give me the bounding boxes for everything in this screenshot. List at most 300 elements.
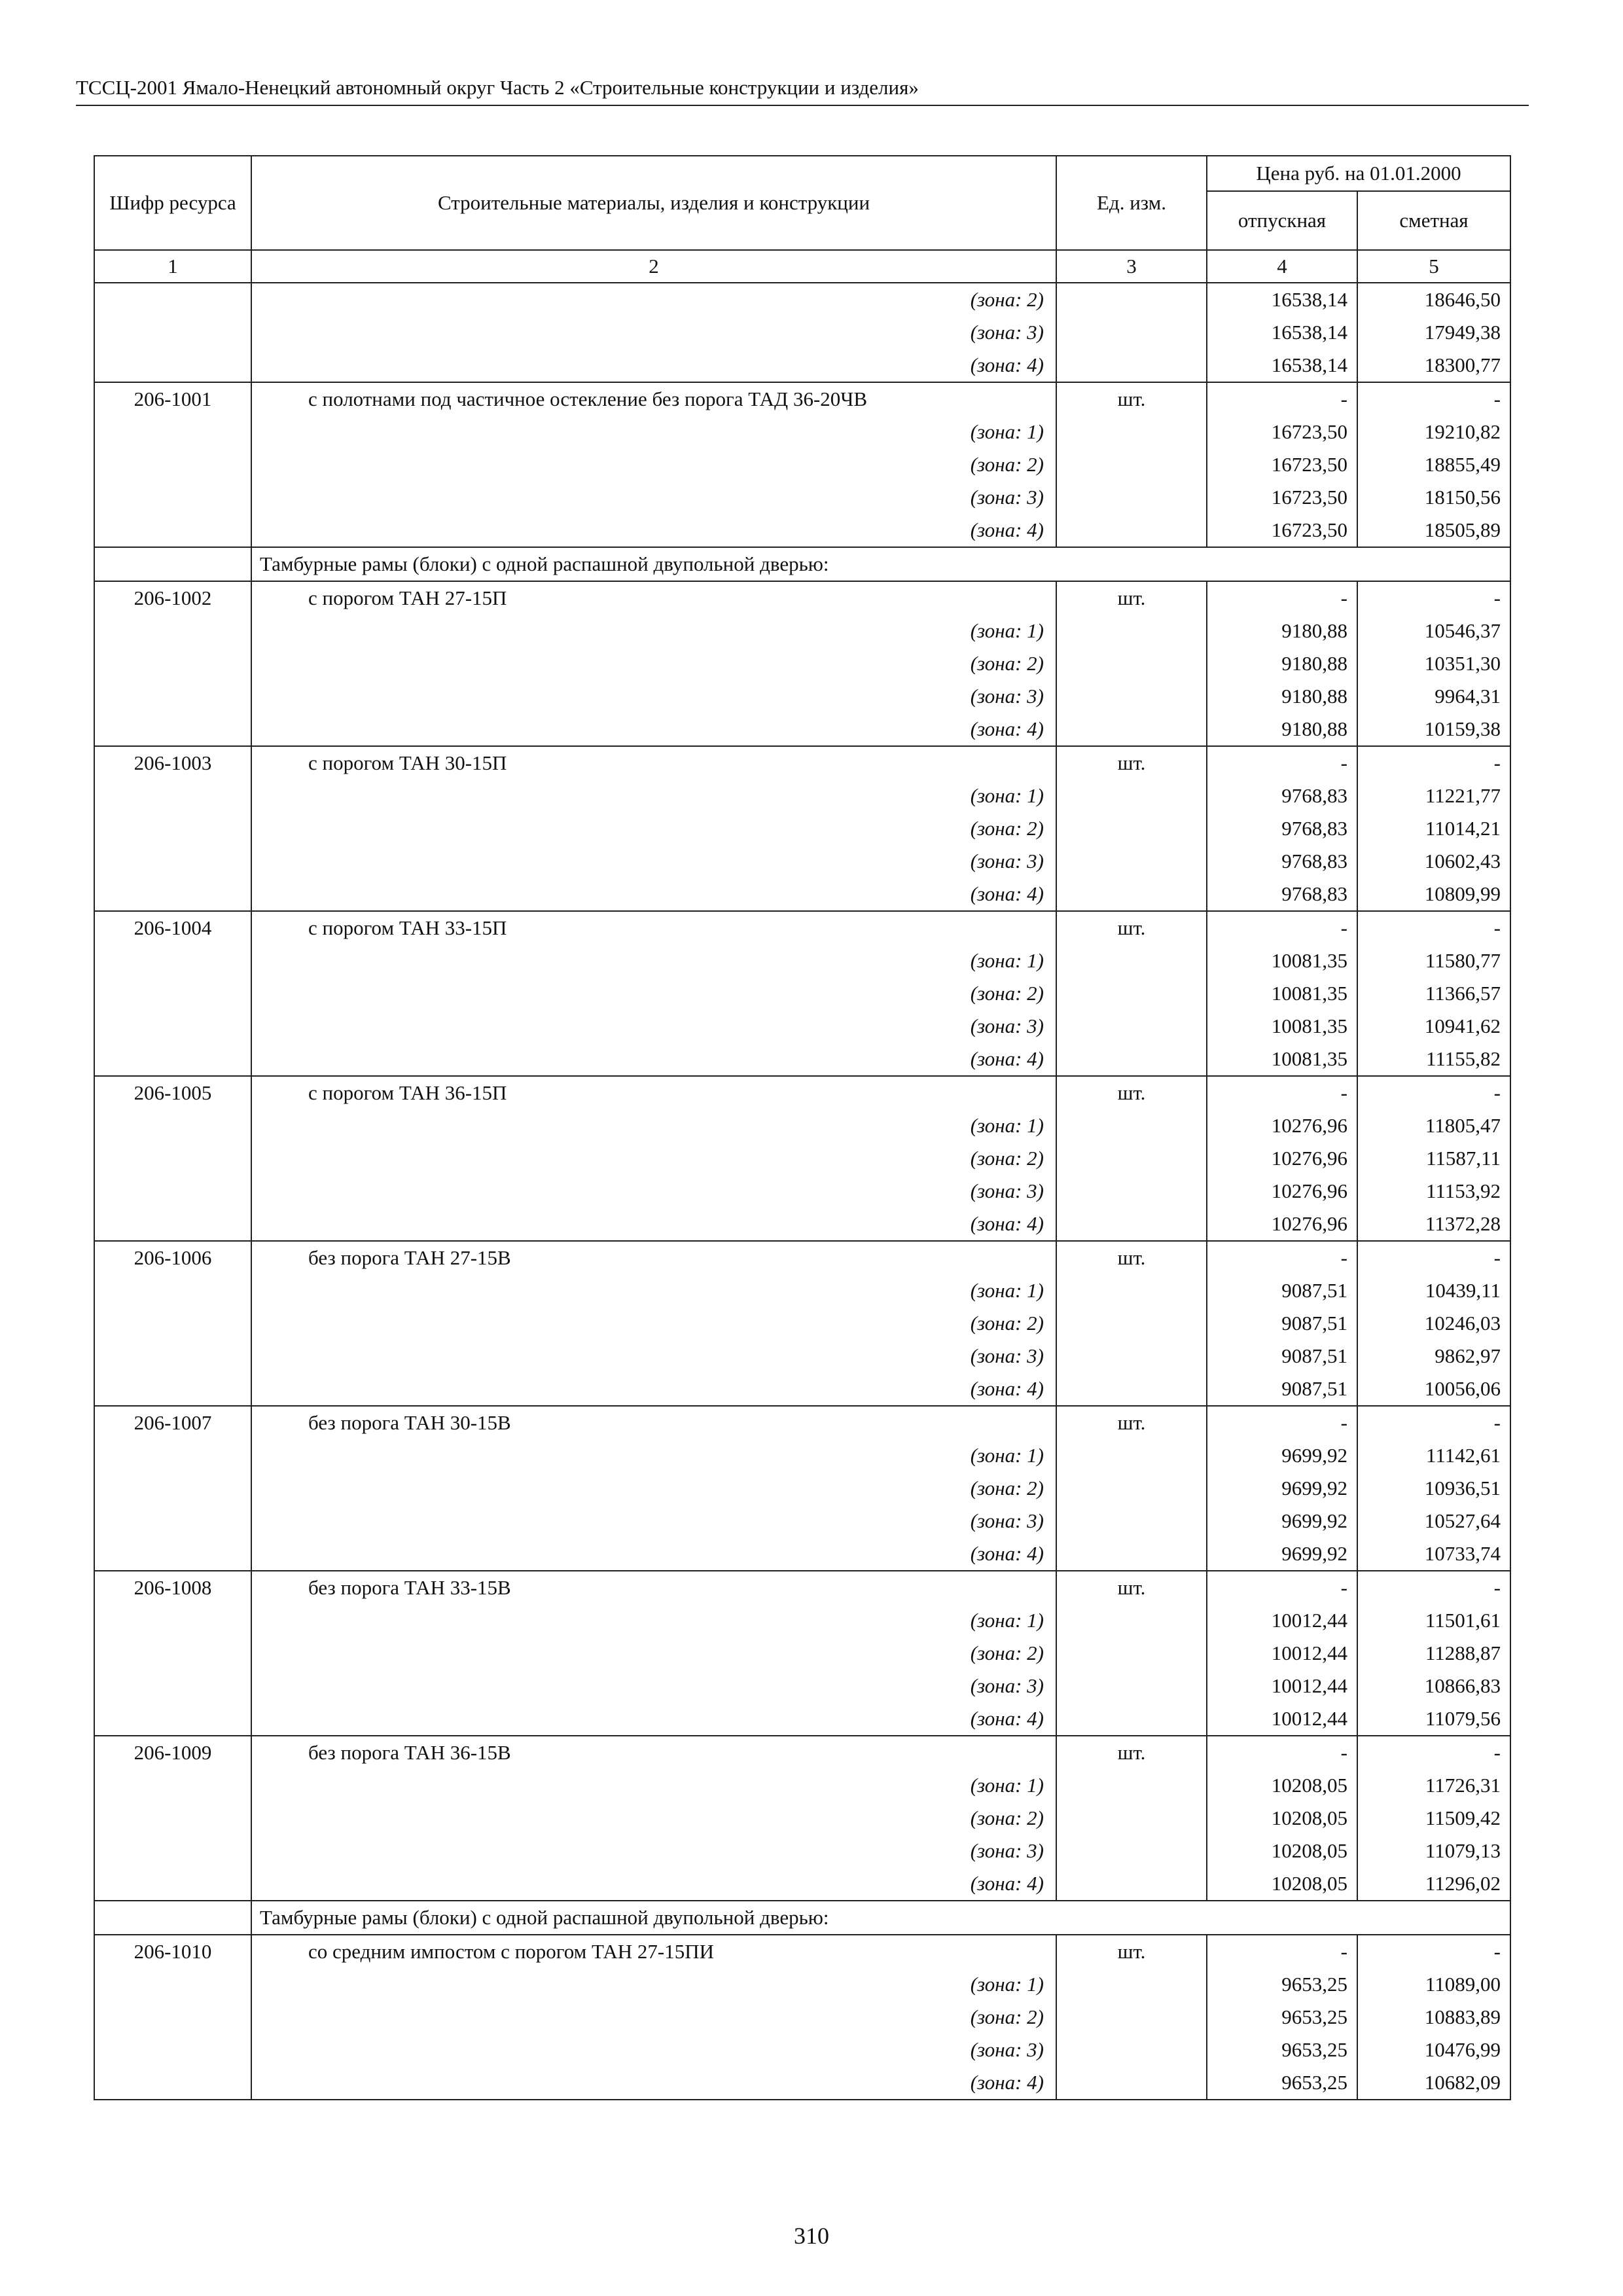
price-release: 10276,96 (1207, 1142, 1357, 1175)
header-price-release: отпускная (1207, 191, 1357, 250)
resource-code: 206-1005 (94, 1076, 251, 1109)
zone-row (94, 1307, 1510, 1340)
zone-label: (зона: 2) (251, 1472, 1056, 1505)
price-release: 10276,96 (1207, 1208, 1357, 1241)
resource-row (94, 1076, 1510, 1109)
resource-code (94, 283, 251, 316)
price-release: 10208,05 (1207, 1835, 1357, 1867)
unit (1056, 780, 1207, 812)
resource-code: 206-1002 (94, 581, 251, 615)
zone-label: (зона: 3) (251, 845, 1056, 878)
price-estimate: 11372,28 (1357, 1208, 1510, 1241)
zone-label: (зона: 4) (251, 2066, 1056, 2100)
unit (1056, 944, 1207, 977)
resource-row (94, 1241, 1510, 1274)
zone-row (94, 416, 1510, 448)
price-release: 9699,92 (1207, 1505, 1357, 1537)
resource-code: 206-1008 (94, 1571, 251, 1604)
resource-code (94, 1175, 251, 1208)
zone-label: (зона: 1) (251, 944, 1056, 977)
resource-code (94, 1274, 251, 1307)
price-estimate: 18505,89 (1357, 514, 1510, 547)
price-release: 9180,88 (1207, 615, 1357, 647)
price-estimate: 11142,61 (1357, 1439, 1510, 1472)
resource-code (94, 514, 251, 547)
resource-code (94, 1637, 251, 1670)
zone-row (94, 1010, 1510, 1043)
price-release: 10208,05 (1207, 1802, 1357, 1835)
resource-row (94, 1406, 1510, 1439)
unit (1056, 514, 1207, 547)
resource-name: с порогом ТАН 30-15П (251, 746, 1056, 780)
section-row (94, 547, 1510, 581)
resource-code (94, 1472, 251, 1505)
unit (1056, 878, 1207, 911)
price-release: 9180,88 (1207, 680, 1357, 713)
zone-row (94, 1604, 1510, 1637)
unit (1056, 416, 1207, 448)
unit: шт. (1056, 1736, 1207, 1769)
zone-label: (зона: 3) (251, 2034, 1056, 2066)
unit (1056, 1802, 1207, 1835)
resource-code (94, 647, 251, 680)
page-header: ТССЦ-2001 Ямало-Ненецкий автономный округ Часть 2 «Строительные конструкции и изделия» (76, 75, 1529, 106)
price-estimate: 10733,74 (1357, 1537, 1510, 1571)
price-release: - (1207, 382, 1357, 416)
price-estimate: - (1357, 1935, 1510, 1968)
resource-code (94, 1307, 251, 1340)
zone-label: (зона: 3) (251, 1175, 1056, 1208)
column-number: 5 (1357, 250, 1510, 283)
unit (1056, 1537, 1207, 1571)
price-release: 16723,50 (1207, 448, 1357, 481)
price-estimate: 18300,77 (1357, 349, 1510, 382)
zone-row (94, 1142, 1510, 1175)
resource-name: без порога ТАН 33-15В (251, 1571, 1056, 1604)
price-release: - (1207, 1571, 1357, 1604)
unit (1056, 1867, 1207, 1901)
resource-row (94, 746, 1510, 780)
zone-label: (зона: 1) (251, 615, 1056, 647)
resource-code: 206-1006 (94, 1241, 251, 1274)
zone-label: (зона: 2) (251, 1802, 1056, 1835)
price-release: 10012,44 (1207, 1604, 1357, 1637)
price-release: 9699,92 (1207, 1439, 1357, 1472)
zone-row (94, 2066, 1510, 2100)
zone-row (94, 780, 1510, 812)
zone-label: (зона: 2) (251, 977, 1056, 1010)
section-title: Тамбурные рамы (блоки) с одной распашной двупольной дверью: (251, 1901, 1510, 1935)
resource-code: 206-1009 (94, 1736, 251, 1769)
price-estimate: 10866,83 (1357, 1670, 1510, 1702)
zone-label: (зона: 2) (251, 2001, 1056, 2034)
zone-row (94, 944, 1510, 977)
price-release: 10081,35 (1207, 1010, 1357, 1043)
zone-label: (зона: 1) (251, 1109, 1056, 1142)
resource-code (94, 1439, 251, 1472)
zone-label: (зона: 3) (251, 1010, 1056, 1043)
resource-code (94, 416, 251, 448)
price-estimate: 10883,89 (1357, 2001, 1510, 2034)
unit: шт. (1056, 1076, 1207, 1109)
header-name: Строительные материалы, изделия и конструкции (251, 156, 1056, 250)
zone-label: (зона: 4) (251, 1043, 1056, 1076)
header-price-estimate: сметная (1357, 191, 1510, 250)
resource-code (94, 1043, 251, 1076)
price-release: 10012,44 (1207, 1702, 1357, 1736)
unit (1056, 1274, 1207, 1307)
price-release: 9653,25 (1207, 2034, 1357, 2066)
price-release: 10081,35 (1207, 944, 1357, 977)
resource-row (94, 1736, 1510, 1769)
zone-label: (зона: 2) (251, 647, 1056, 680)
price-release: 16723,50 (1207, 481, 1357, 514)
unit: шт. (1056, 382, 1207, 416)
price-estimate: 9964,31 (1357, 680, 1510, 713)
price-estimate: 10602,43 (1357, 845, 1510, 878)
price-estimate: 11580,77 (1357, 944, 1510, 977)
unit: шт. (1056, 746, 1207, 780)
zone-label: (зона: 4) (251, 713, 1056, 746)
resource-code (94, 1010, 251, 1043)
price-release: 9653,25 (1207, 2066, 1357, 2100)
price-estimate: - (1357, 1241, 1510, 1274)
price-release: 10012,44 (1207, 1670, 1357, 1702)
header-unit: Ед. изм. (1056, 156, 1207, 250)
zone-row (94, 316, 1510, 349)
resource-code (94, 1142, 251, 1175)
zone-row (94, 1274, 1510, 1307)
price-release: 10012,44 (1207, 1637, 1357, 1670)
zone-row (94, 2001, 1510, 2034)
section-title: Тамбурные рамы (блоки) с одной распашной двупольной дверью: (251, 547, 1510, 581)
zone-label: (зона: 1) (251, 1604, 1056, 1637)
resource-row (94, 911, 1510, 944)
price-estimate: - (1357, 1406, 1510, 1439)
page-number: 310 (794, 2223, 829, 2249)
resource-code (94, 1372, 251, 1406)
zone-row (94, 680, 1510, 713)
resource-row (94, 1571, 1510, 1604)
price-estimate: 10936,51 (1357, 1472, 1510, 1505)
zone-row (94, 845, 1510, 878)
unit (1056, 2034, 1207, 2066)
resource-code (94, 845, 251, 878)
header-price-group: Цена руб. на 01.01.2000 (1207, 156, 1510, 191)
resource-row (94, 382, 1510, 416)
price-release: - (1207, 1736, 1357, 1769)
zone-label: (зона: 1) (251, 1968, 1056, 2001)
zone-row (94, 1372, 1510, 1406)
table-header (94, 156, 1510, 283)
price-estimate: 11296,02 (1357, 1867, 1510, 1901)
zone-row (94, 1109, 1510, 1142)
price-estimate: - (1357, 1736, 1510, 1769)
price-estimate: 9862,97 (1357, 1340, 1510, 1372)
resource-code (94, 1604, 251, 1637)
resource-code (94, 615, 251, 647)
resource-code (94, 1505, 251, 1537)
zone-label: (зона: 4) (251, 514, 1056, 547)
zone-row (94, 1867, 1510, 1901)
price-estimate: 11079,13 (1357, 1835, 1510, 1867)
unit (1056, 647, 1207, 680)
unit (1056, 680, 1207, 713)
unit (1056, 615, 1207, 647)
column-number: 3 (1056, 250, 1207, 283)
unit (1056, 316, 1207, 349)
unit (1056, 1340, 1207, 1372)
price-release: 16538,14 (1207, 283, 1357, 316)
resource-code (94, 316, 251, 349)
resource-code (94, 448, 251, 481)
price-estimate: 11014,21 (1357, 812, 1510, 845)
price-estimate: 10527,64 (1357, 1505, 1510, 1537)
resource-name: с порогом ТАН 33-15П (251, 911, 1056, 944)
resource-code (94, 812, 251, 845)
zone-row (94, 878, 1510, 911)
zone-row (94, 1043, 1510, 1076)
price-release: 9768,83 (1207, 878, 1357, 911)
price-release: 9768,83 (1207, 845, 1357, 878)
zone-label: (зона: 4) (251, 878, 1056, 911)
unit (1056, 1372, 1207, 1406)
unit (1056, 977, 1207, 1010)
price-estimate: 10546,37 (1357, 615, 1510, 647)
price-release: 9087,51 (1207, 1372, 1357, 1406)
price-release: 9180,88 (1207, 647, 1357, 680)
resource-code (94, 1702, 251, 1736)
price-release: 9653,25 (1207, 1968, 1357, 2001)
resource-code (94, 1802, 251, 1835)
price-release: - (1207, 1241, 1357, 1274)
zone-row (94, 1702, 1510, 1736)
unit (1056, 1307, 1207, 1340)
resource-code (94, 1835, 251, 1867)
price-estimate: 11726,31 (1357, 1769, 1510, 1802)
zone-label: (зона: 3) (251, 1670, 1056, 1702)
unit (1056, 2066, 1207, 2100)
zone-label: (зона: 1) (251, 416, 1056, 448)
price-estimate: 10056,06 (1357, 1372, 1510, 1406)
zone-label: (зона: 4) (251, 1372, 1056, 1406)
resource-code (94, 1769, 251, 1802)
resource-name: без порога ТАН 36-15В (251, 1736, 1056, 1769)
zone-label: (зона: 3) (251, 316, 1056, 349)
zone-row (94, 349, 1510, 382)
unit: шт. (1056, 1406, 1207, 1439)
resource-code (94, 1537, 251, 1571)
price-release: 10081,35 (1207, 1043, 1357, 1076)
zone-label: (зона: 2) (251, 283, 1056, 316)
price-estimate: - (1357, 911, 1510, 944)
section-row (94, 1901, 1510, 1935)
unit (1056, 1208, 1207, 1241)
zone-row (94, 615, 1510, 647)
price-estimate: 11805,47 (1357, 1109, 1510, 1142)
zone-row (94, 1472, 1510, 1505)
price-estimate: 19210,82 (1357, 416, 1510, 448)
zone-row (94, 713, 1510, 746)
unit: шт. (1056, 1935, 1207, 1968)
zone-row (94, 812, 1510, 845)
price-estimate: 18855,49 (1357, 448, 1510, 481)
zone-row (94, 1175, 1510, 1208)
price-release: 16538,14 (1207, 349, 1357, 382)
price-estimate: - (1357, 1571, 1510, 1604)
price-estimate: 11153,92 (1357, 1175, 1510, 1208)
price-release: - (1207, 746, 1357, 780)
section-code-cell (94, 547, 251, 581)
resource-row (94, 581, 1510, 615)
price-estimate: 10941,62 (1357, 1010, 1510, 1043)
zone-row (94, 1968, 1510, 2001)
unit (1056, 1505, 1207, 1537)
price-estimate: - (1357, 1076, 1510, 1109)
zone-label: (зона: 1) (251, 1274, 1056, 1307)
unit (1056, 1043, 1207, 1076)
price-estimate: 11587,11 (1357, 1142, 1510, 1175)
zone-label: (зона: 4) (251, 1208, 1056, 1241)
price-estimate: 11079,56 (1357, 1702, 1510, 1736)
price-release: 10208,05 (1207, 1867, 1357, 1901)
price-estimate: 11089,00 (1357, 1968, 1510, 2001)
price-estimate: - (1357, 746, 1510, 780)
zone-row (94, 1340, 1510, 1372)
price-release: - (1207, 1076, 1357, 1109)
price-estimate: 11288,87 (1357, 1637, 1510, 1670)
header-code: Шифр ресурса (94, 156, 251, 250)
zone-label: (зона: 1) (251, 1439, 1056, 1472)
price-estimate: 10682,09 (1357, 2066, 1510, 2100)
zone-row (94, 1208, 1510, 1241)
zone-label: (зона: 4) (251, 1537, 1056, 1571)
price-release: - (1207, 1406, 1357, 1439)
resource-code (94, 2066, 251, 2100)
zone-row (94, 1769, 1510, 1802)
price-estimate: - (1357, 382, 1510, 416)
zone-label: (зона: 4) (251, 349, 1056, 382)
resource-name: без порога ТАН 27-15В (251, 1241, 1056, 1274)
price-estimate: 11509,42 (1357, 1802, 1510, 1835)
zone-row (94, 1802, 1510, 1835)
unit (1056, 481, 1207, 514)
price-estimate: 18646,50 (1357, 283, 1510, 316)
price-estimate: 10246,03 (1357, 1307, 1510, 1340)
price-release: - (1207, 911, 1357, 944)
column-number: 2 (251, 250, 1056, 283)
zone-label: (зона: 1) (251, 1769, 1056, 1802)
unit (1056, 1968, 1207, 2001)
resource-code (94, 1340, 251, 1372)
price-release: - (1207, 1935, 1357, 1968)
price-release: 10276,96 (1207, 1175, 1357, 1208)
zone-row (94, 977, 1510, 1010)
resource-row (94, 1935, 1510, 1968)
unit (1056, 1109, 1207, 1142)
price-estimate: 10439,11 (1357, 1274, 1510, 1307)
zone-row (94, 1505, 1510, 1537)
zone-label: (зона: 1) (251, 780, 1056, 812)
price-estimate: 11501,61 (1357, 1604, 1510, 1637)
zone-row (94, 481, 1510, 514)
price-estimate: 17949,38 (1357, 316, 1510, 349)
resource-code (94, 1968, 251, 2001)
zone-label: (зона: 4) (251, 1867, 1056, 1901)
resource-code (94, 878, 251, 911)
zone-row (94, 448, 1510, 481)
zone-row (94, 2034, 1510, 2066)
price-estimate: 11155,82 (1357, 1043, 1510, 1076)
zone-row (94, 1537, 1510, 1571)
price-release: 9699,92 (1207, 1472, 1357, 1505)
unit (1056, 2001, 1207, 2034)
unit (1056, 1010, 1207, 1043)
zone-row (94, 647, 1510, 680)
resource-code (94, 481, 251, 514)
resource-code (94, 780, 251, 812)
price-release: 9768,83 (1207, 812, 1357, 845)
resource-code: 206-1010 (94, 1935, 251, 1968)
unit (1056, 1175, 1207, 1208)
resource-name: с порогом ТАН 36-15П (251, 1076, 1056, 1109)
zone-row (94, 283, 1510, 316)
unit (1056, 349, 1207, 382)
resource-name: со средним импостом с порогом ТАН 27-15ПИ (251, 1935, 1056, 1968)
resource-code (94, 1670, 251, 1702)
price-release: 9180,88 (1207, 713, 1357, 746)
zone-label: (зона: 2) (251, 448, 1056, 481)
price-estimate: 10159,38 (1357, 713, 1510, 746)
unit (1056, 1142, 1207, 1175)
resource-code: 206-1001 (94, 382, 251, 416)
unit (1056, 448, 1207, 481)
price-release: 9699,92 (1207, 1537, 1357, 1571)
zone-label: (зона: 4) (251, 1702, 1056, 1736)
price-release: 16723,50 (1207, 416, 1357, 448)
zone-label: (зона: 2) (251, 1307, 1056, 1340)
resource-code (94, 2001, 251, 2034)
unit (1056, 1835, 1207, 1867)
price-estimate: 11221,77 (1357, 780, 1510, 812)
unit (1056, 283, 1207, 316)
price-estimate: - (1357, 581, 1510, 615)
unit (1056, 1637, 1207, 1670)
zone-row (94, 1670, 1510, 1702)
unit: шт. (1056, 1241, 1207, 1274)
section-code-cell (94, 1901, 251, 1935)
price-release: 9087,51 (1207, 1340, 1357, 1372)
resource-name: без порога ТАН 30-15В (251, 1406, 1056, 1439)
price-release: 16538,14 (1207, 316, 1357, 349)
unit (1056, 1670, 1207, 1702)
unit (1056, 1439, 1207, 1472)
zone-label: (зона: 3) (251, 680, 1056, 713)
resource-code (94, 1867, 251, 1901)
price-estimate: 18150,56 (1357, 481, 1510, 514)
price-estimate: 10351,30 (1357, 647, 1510, 680)
resource-code: 206-1004 (94, 911, 251, 944)
price-release: 9653,25 (1207, 2001, 1357, 2034)
resource-code (94, 680, 251, 713)
unit: шт. (1056, 1571, 1207, 1604)
column-number: 1 (94, 250, 251, 283)
unit (1056, 1769, 1207, 1802)
resource-name: с порогом ТАН 27-15П (251, 581, 1056, 615)
price-estimate: 10809,99 (1357, 878, 1510, 911)
unit (1056, 1702, 1207, 1736)
resource-code (94, 349, 251, 382)
